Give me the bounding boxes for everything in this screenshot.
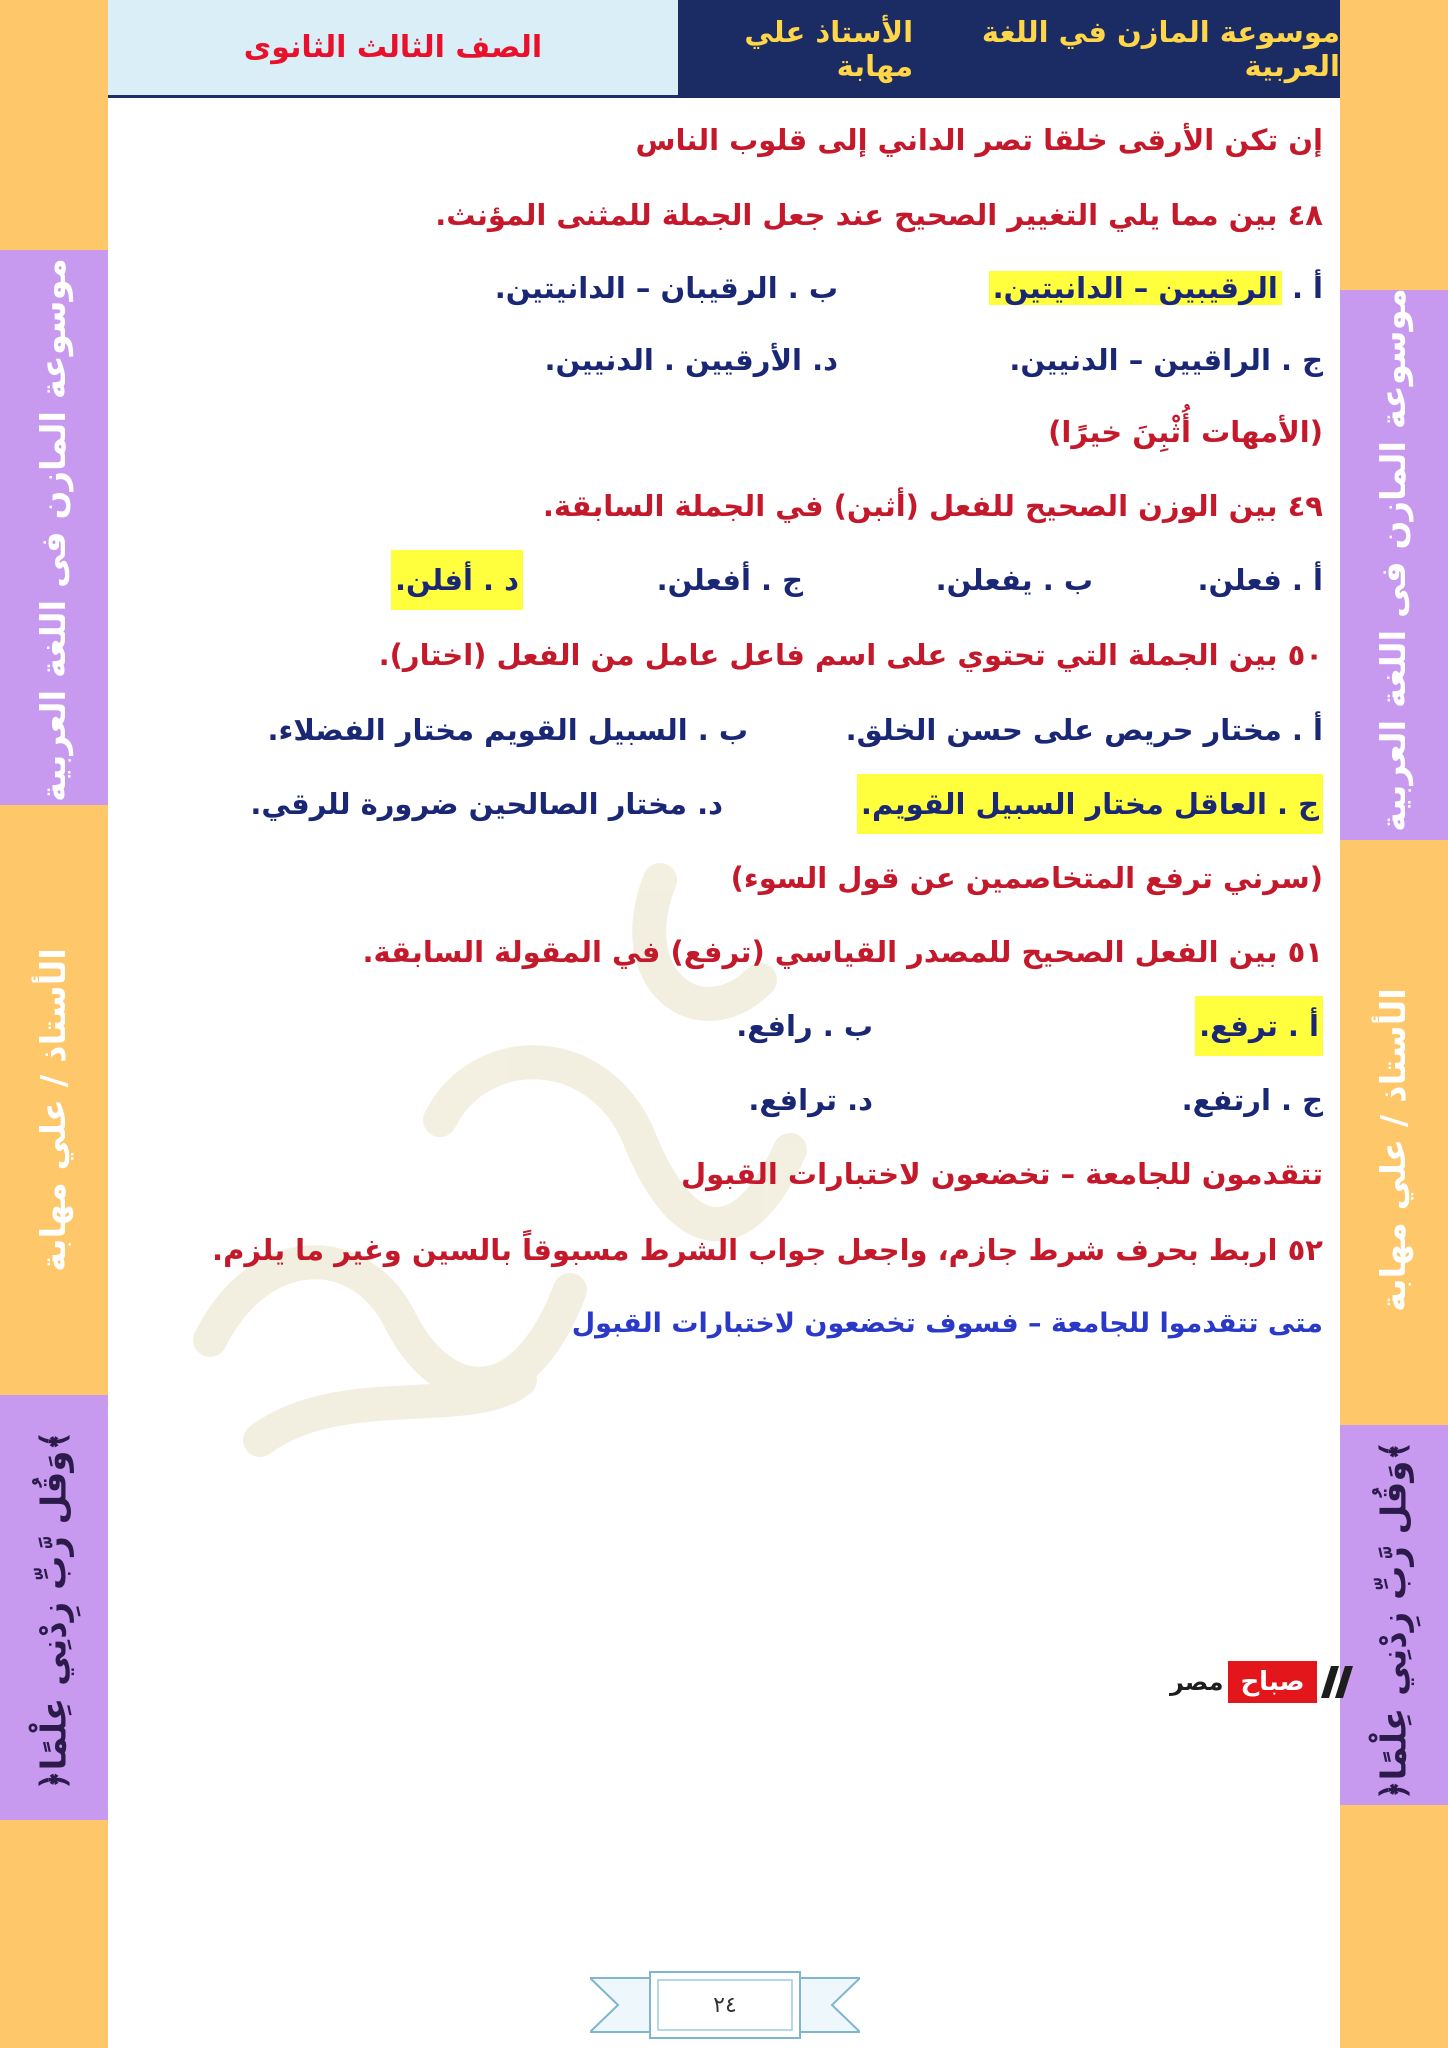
- question-48-options-row2: [270, 330, 1323, 390]
- page-number: ٢٤: [713, 1993, 737, 2018]
- sentence-line-1: إن تكن الأرقى خلقا تصر الداني إلى قلوب الناس: [635, 123, 1323, 157]
- sidebar-series-title-left: موسوعة المازن فى اللغة العربية: [34, 258, 74, 802]
- question-51-options-row1: [270, 996, 1323, 1056]
- question-50: ٥٠ بين الجملة التي تحتوي على اسم فاعل عامل من الفعل (اختار).: [378, 638, 1323, 672]
- q48-option-c: ج . الراقيين – الدنيين.: [1009, 343, 1323, 377]
- q51-option-c: ج . ارتفع.: [1181, 1083, 1323, 1117]
- header-teacher-name: الأستاذ علي مهابة: [744, 15, 914, 83]
- sidebar-teacher-right: الأستاذ / علي مهابة: [1374, 988, 1415, 1312]
- question-51: ٥١ بين الفعل الصحيح للمصدر القياسي (ترفع) في المقولة السابقة.: [362, 935, 1323, 969]
- sidebar-series-title-right: موسوعة المازن فى اللغة العربية: [1374, 288, 1414, 832]
- sidebar-teacher-left: الأستاذ / علي مهابة: [34, 948, 75, 1272]
- site-logo: [1170, 1660, 1395, 1704]
- logo-text-dark: مصر: [1170, 1668, 1224, 1696]
- page-header: [108, 0, 1340, 98]
- sidebar-verse-left: ﴿وَقُل رَّبِّ زِدْنِي عِلْمًا﴾: [34, 1430, 75, 1790]
- q51-option-b: ب . رافع.: [736, 1009, 873, 1043]
- q48-option-a: [989, 258, 1323, 318]
- q49-option-c: ج . أفعلن.: [656, 563, 803, 597]
- header-series-title: موسوعة المازن في اللغة العربية: [981, 15, 1340, 83]
- q48-option-a-prefix: أ .: [1291, 271, 1323, 305]
- q50-option-d: د. مختار الصالحين ضرورة للرقي.: [250, 787, 723, 821]
- logo-slash-icon: [1317, 1662, 1357, 1702]
- logo-text-red: صباح: [1228, 1661, 1316, 1703]
- q49-option-d-answer-highlight: د . أفلن.: [391, 550, 523, 610]
- q49-option-b: ب . يفعلن.: [935, 563, 1093, 597]
- q51-option-d: د. ترافع.: [748, 1083, 873, 1117]
- q51-option-a-answer-highlight: أ . ترفع.: [1195, 996, 1323, 1056]
- sentence-line-4: تتقدمون للجامعة – تخضعون لاختبارات القبول: [680, 1157, 1323, 1191]
- sentence-line-2: (الأمهات أُثْبِنَ خيرًا): [1048, 415, 1323, 449]
- question-52: ٥٢ اربط بحرف شرط جازم، واجعل جواب الشرط مسبوقاً بالسين وغير ما يلزم.: [212, 1233, 1323, 1267]
- sentence-line-3: (سرني ترفع المتخاصمين عن قول السوء): [730, 861, 1323, 895]
- header-navy-bar: [678, 0, 1340, 98]
- question-49-options: [270, 550, 1323, 610]
- question-49: ٤٩ بين الوزن الصحيح للفعل (أثبن) في الجملة السابقة.: [542, 489, 1323, 523]
- q50-option-c-answer-highlight: ج . العاقل مختار السبيل القويم.: [857, 774, 1323, 834]
- question-52-answer: متى تتقدموا للجامعة – فسوف تخضعون لاختبارات القبول: [571, 1308, 1323, 1339]
- question-50-options-row2: [250, 774, 1323, 834]
- question-48: ٤٨ بين مما يلي التغيير الصحيح عند جعل الجملة للمثنى المؤنث.: [435, 198, 1323, 232]
- question-51-options-row2: [270, 1070, 1323, 1130]
- q48-option-b: ب . الرقيبان – الدانيتين.: [494, 271, 838, 305]
- q49-option-a: أ . فعلن.: [1197, 563, 1323, 597]
- q50-option-b: ب . السبيل القويم مختار الفضلاء.: [267, 713, 748, 747]
- q48-option-a-answer-highlight: الرقيبين – الدانيتين.: [989, 271, 1282, 305]
- sidebar-verse-right: ﴿وَقُل رَّبِّ زِدْنِي عِلْمًا﴾: [1374, 1440, 1415, 1800]
- q48-option-d: د. الأرقيين . الدنيين.: [544, 343, 838, 377]
- question-48-options-row1: [270, 258, 1323, 318]
- question-50-options-row1: [267, 700, 1323, 760]
- q50-option-a: أ . مختار حريص على حسن الخلق.: [845, 713, 1323, 747]
- header-grade-label: الصف الثالث الثانوى: [108, 0, 678, 98]
- watermark-stroke: [260, 1380, 520, 1440]
